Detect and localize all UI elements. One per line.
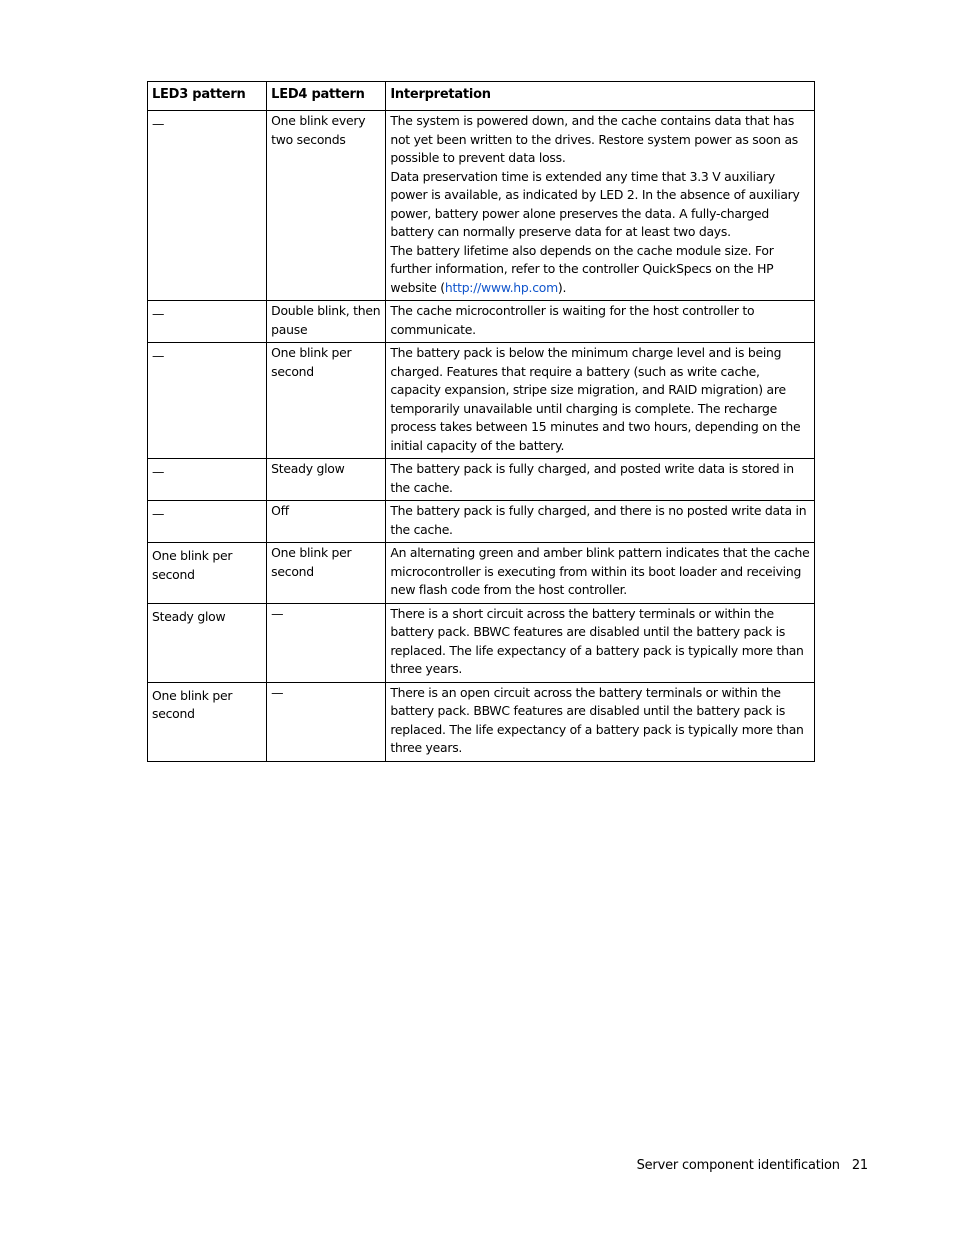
table-row bbox=[148, 459, 815, 501]
table-row bbox=[148, 301, 815, 343]
led3-cell: — bbox=[148, 301, 267, 343]
interpretation-cell: The cache microcontroller is waiting for the host controller to communicate. bbox=[386, 301, 815, 343]
interpretation-paragraph: Data preservation time is extended any time that 3.3 V auxiliary power is available, as indicated by LED 2. In the absence of auxiliary power, battery power alone preserves the data. A fully-charged battery can normally preserve data for at least two days. bbox=[390, 168, 800, 239]
table-row bbox=[148, 603, 815, 682]
page-number: 21 bbox=[851, 1158, 868, 1173]
header-led3-pattern: LED3 pattern bbox=[148, 82, 267, 111]
led3-cell: — bbox=[148, 343, 267, 459]
led3-cell: One blink per second bbox=[148, 543, 267, 604]
interpretation-cell: The battery pack is fully charged, and posted write data is stored in the cache. bbox=[386, 459, 815, 501]
led4-cell: One blink every two seconds bbox=[267, 111, 386, 301]
led4-cell: Steady glow bbox=[267, 459, 386, 501]
table-header-row bbox=[148, 82, 815, 111]
table-row bbox=[148, 682, 815, 761]
hp-website-link[interactable]: http://www.hp.com bbox=[444, 279, 558, 295]
interpretation-cell: The battery pack is below the minimum charge level and is being charged. Features that require a battery (such as write cache, capacity expansion, stripe size migration, and RAID migration) are temporarily unavailable until charging is complete. The recharge process takes between 15 minutes and two hours, depending on the initial capacity of the battery. bbox=[386, 343, 815, 459]
footer-section-title: Server component identification bbox=[636, 1158, 840, 1173]
interpretation-cell: There is an open circuit across the battery terminals or within the battery pack. BBWC features are disabled until the battery pack is replaced. The life expectancy of a battery pack is typically more than three years. bbox=[386, 682, 815, 761]
led3-cell: — bbox=[148, 501, 267, 543]
header-interpretation: Interpretation bbox=[386, 82, 815, 111]
interpretation-cell: An alternating green and amber blink pattern indicates that the cache microcontroller is executing from within its boot loader and receiving new flash code from the host controller. bbox=[386, 543, 815, 604]
led3-cell: — bbox=[148, 459, 267, 501]
table-row bbox=[148, 501, 815, 543]
led4-cell: — bbox=[267, 603, 386, 682]
page-footer bbox=[637, 1158, 868, 1173]
interpretation-paragraph bbox=[390, 242, 810, 298]
led4-cell: One blink per second bbox=[267, 543, 386, 604]
interpretation-text: ). bbox=[557, 279, 567, 295]
led4-cell: Off bbox=[267, 501, 386, 543]
interpretation-cell: The battery pack is fully charged, and there is no posted write data in the cache. bbox=[386, 501, 815, 543]
led4-cell: Double blink, then pause bbox=[267, 301, 386, 343]
table-row bbox=[148, 111, 815, 301]
interpretation-text: The battery lifetime also depends on the cache module size. For further information, refer to the controller QuickSpecs on the HP website ( bbox=[390, 242, 774, 295]
led3-cell: Steady glow bbox=[148, 603, 267, 682]
interpretation-paragraph: The system is powered down, and the cache contains data that has not yet been written to the drives. Restore system power as soon as possible to prevent data loss. bbox=[390, 113, 798, 165]
led-pattern-table bbox=[147, 81, 815, 762]
table-row bbox=[148, 543, 815, 604]
led3-cell: — bbox=[148, 111, 267, 301]
led4-cell: One blink per second bbox=[267, 343, 386, 459]
header-led4-pattern: LED4 pattern bbox=[267, 82, 386, 111]
led3-cell: One blink per second bbox=[148, 682, 267, 761]
table-row bbox=[148, 343, 815, 459]
interpretation-cell: There is a short circuit across the battery terminals or within the battery pack. BBWC features are disabled until the battery pack is replaced. The life expectancy of a battery pack is typically more than three years. bbox=[386, 603, 815, 682]
led4-cell: — bbox=[267, 682, 386, 761]
interpretation-cell bbox=[386, 111, 815, 301]
